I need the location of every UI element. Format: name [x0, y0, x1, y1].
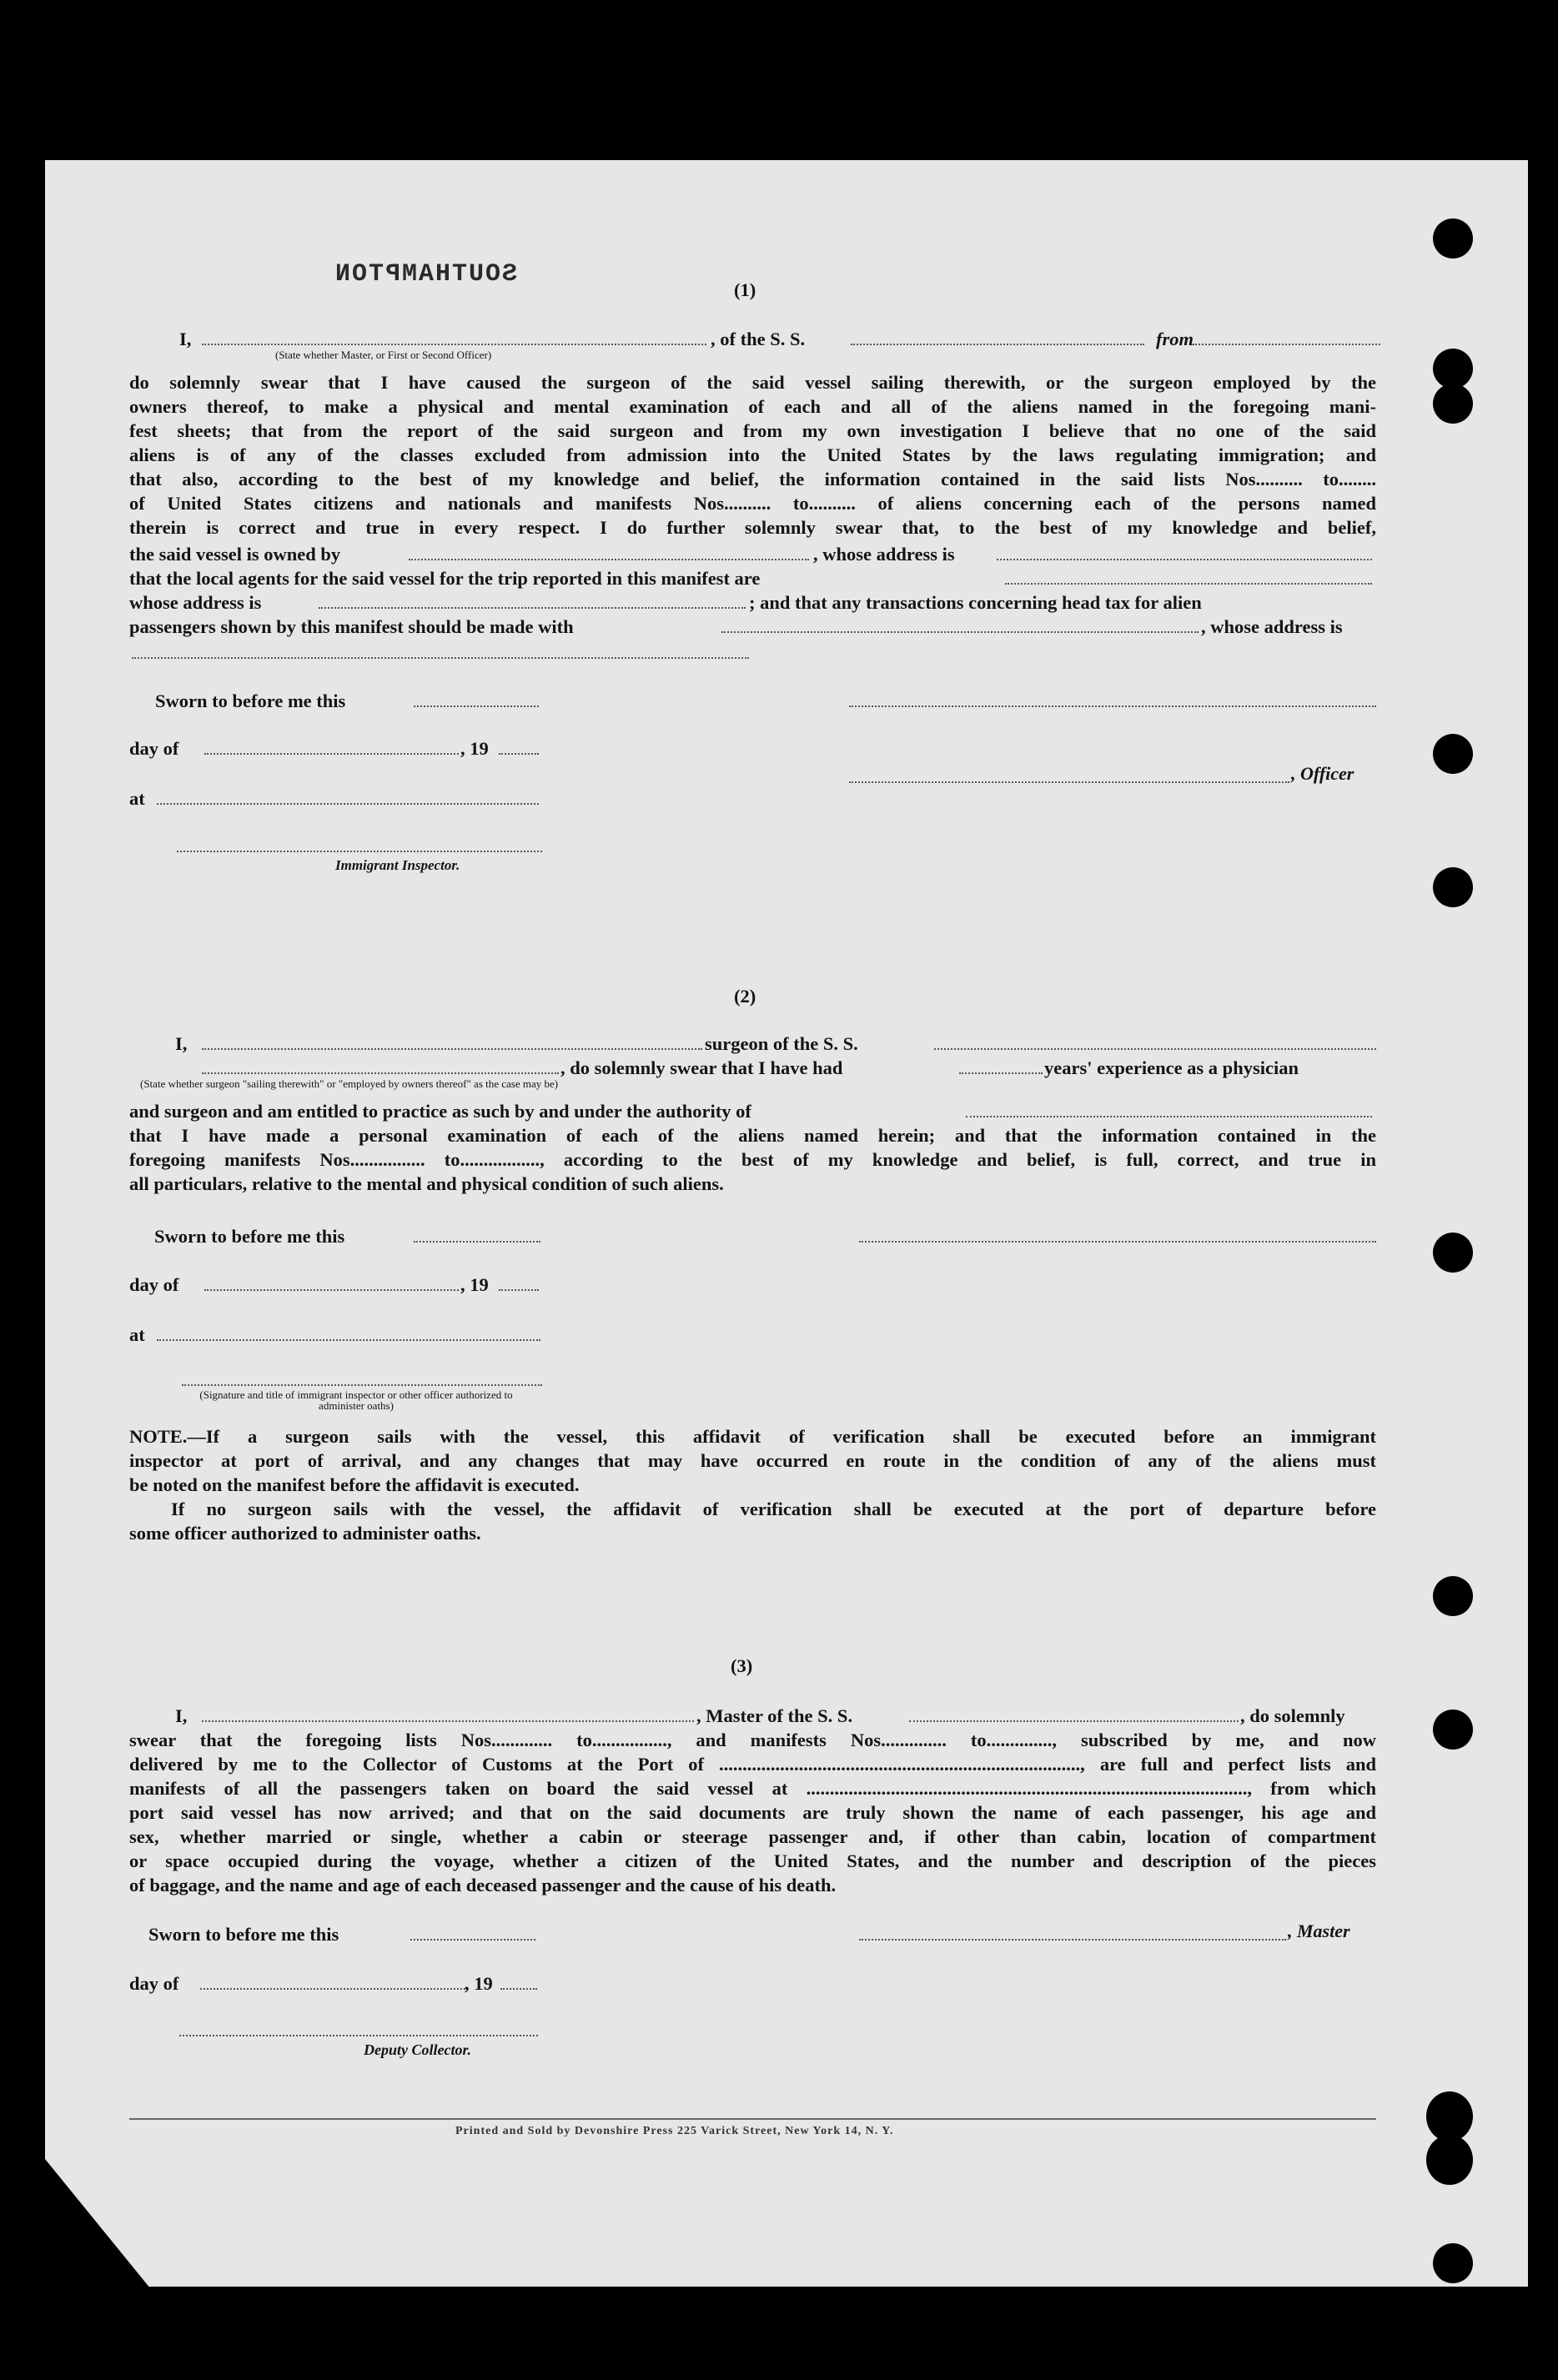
month-field[interactable] — [204, 753, 459, 755]
whose-address-is-label: whose address is — [129, 592, 262, 613]
head-tax-text: ; and that any transactions concerning head tax for alien — [749, 592, 1202, 613]
officer-signature-line-2[interactable] — [182, 1384, 542, 1386]
month-field-3[interactable] — [200, 1988, 465, 1990]
from-label: from — [1156, 329, 1194, 349]
officer-caption: (State whether Master, or First or Second Officer) — [275, 349, 492, 361]
year-field-2[interactable] — [499, 1289, 539, 1291]
sworn-label-3: Sworn to before me this — [148, 1924, 339, 1945]
master-name-field[interactable] — [202, 1720, 694, 1722]
owner-address-field[interactable] — [997, 559, 1372, 560]
do-solemnly-label: , do solemnly — [1240, 1705, 1345, 1726]
binder-hole — [1426, 2091, 1473, 2141]
sworn-label: Sworn to before me this — [155, 690, 346, 711]
surgeon-vessel-field[interactable] — [934, 1048, 1376, 1050]
surgeon-caption: (State whether surgeon "sailing therewith" or "employed by owners thereof" as the case may be) — [140, 1077, 559, 1090]
agents-address-field[interactable] — [319, 607, 746, 609]
binder-hole — [1433, 1233, 1473, 1273]
master-vessel-field[interactable] — [909, 1720, 1239, 1722]
binder-hole — [1433, 218, 1473, 259]
owned-by-label: the said vessel is owned by — [129, 544, 341, 565]
deputy-signature-line[interactable] — [179, 2035, 538, 2036]
binder-hole — [1433, 1710, 1473, 1750]
at-place-field-2[interactable] — [157, 1339, 540, 1341]
day-of-label-3: day of — [129, 1973, 179, 1994]
surgeon-of-ss-label: surgeon of the S. S. — [705, 1033, 858, 1054]
binder-hole — [1433, 2243, 1473, 2283]
local-agents-field[interactable] — [1005, 583, 1372, 585]
officer-label: , Officer — [1291, 763, 1354, 784]
year-label: , 19 — [460, 738, 489, 759]
oath-officer-line: I, — [179, 329, 192, 349]
printer-imprint: Printed and Sold by Devonshire Press 225 Varick Street, New York 14, N. Y. — [455, 2125, 894, 2137]
master-i-label: I, — [175, 1705, 188, 1726]
footer-rule — [129, 2118, 1376, 2120]
deputy-caption: Deputy Collector. — [364, 2041, 471, 2058]
master-label: , Master — [1288, 1921, 1350, 1941]
signature-caption: (Signature and title of immigrant inspector or other officer authorized to administer oaths) — [199, 1388, 513, 1412]
from-port-field[interactable] — [1193, 344, 1380, 345]
section-number: (1) — [734, 279, 756, 300]
surgeon-name-field[interactable] — [202, 1048, 702, 1050]
head-tax-agent-field[interactable] — [721, 631, 1199, 633]
section-number: (3) — [731, 1655, 753, 1676]
binder-hole — [1433, 349, 1473, 389]
surgeon-signature-line[interactable] — [859, 1241, 1376, 1243]
binder-hole — [1433, 384, 1473, 424]
years-experience-label: years' experience as a physician — [1044, 1057, 1299, 1078]
inspector-caption: Immigrant Inspector. — [335, 857, 460, 873]
master-of-ss-label: , Master of the S. S. — [696, 1705, 853, 1726]
officer-signature-line[interactable] — [849, 705, 1376, 707]
at-label: at — [129, 788, 145, 809]
year-field[interactable] — [499, 753, 539, 755]
sworn-day-field-2[interactable] — [414, 1241, 540, 1243]
of-ss-label: , of the S. S. — [711, 329, 806, 349]
surgeon-i-label: I, — [175, 1033, 188, 1054]
years-experience-field[interactable] — [959, 1072, 1043, 1074]
section-number: (2) — [734, 986, 756, 1007]
sworn-day-field-3[interactable] — [410, 1939, 535, 1941]
year-field-3[interactable] — [500, 1988, 537, 1990]
binder-hole — [1433, 1576, 1473, 1616]
sworn-day-field[interactable] — [414, 705, 539, 707]
year-label-3: , 19 — [465, 1973, 493, 1994]
binder-hole — [1433, 734, 1473, 774]
section1-body: do solemnly swear that I have caused the surgeon of the said vessel sailing therewith, or the surgeon employed by the owners thereof, to make a physical and mental examination of each and all of the aliens named in the foregoing mani- fest sheets; that from the report of the said surgeon and from my own investigation I believe that no one of the said aliens is of any of the classes excluded from admission into the United States by the laws regulating immigration; and that also, according to the best of my knowledge and belief, the information contained in the said lists Nos.......... to........ of United States citizens and nationals and manifests Nos.......... to.......... of aliens concerning each of the persons named therein is correct and true in every respect. I do further solemnly swear that, to the best of my knowledge and belief, — [129, 372, 1376, 538]
passengers-text: passengers shown by this manifest should be made with — [129, 616, 574, 637]
binder-hole — [1426, 2135, 1473, 2185]
inspector-signature-line[interactable] — [177, 851, 542, 852]
day-of-label-2: day of — [129, 1274, 179, 1295]
bleed-through-stamp: SOUTHAMPTON — [334, 260, 518, 289]
owner-field[interactable] — [409, 559, 809, 560]
note-block: NOTE.—If a surgeon sails with the vessel, this affidavit of verification shall be executed before an immigrant inspector at port of arrival, and any changes that may have occurred en route in the condition of any of the aliens must be noted on the manifest before the affidavit is executed. If no surgeon sails with the vessel, the affidavit of verification shall be executed at the port of departure before some officer authorized to administer oaths. — [129, 1426, 1376, 1544]
year-label-2: , 19 — [460, 1274, 489, 1295]
binder-hole — [1433, 867, 1473, 907]
sworn-label-2: Sworn to before me this — [154, 1226, 345, 1247]
local-agents-label: that the local agents for the said vessel for the trip reported in this manifest are — [129, 568, 761, 589]
at-label-2: at — [129, 1324, 145, 1345]
vessel-name-field[interactable] — [851, 344, 1144, 345]
whose-address-is-label-2: , whose address is — [1201, 616, 1343, 637]
whose-address-label: , whose address is — [813, 544, 955, 565]
officer-signature-field[interactable] — [849, 781, 1289, 783]
at-place-field[interactable] — [157, 803, 539, 805]
section3-body: swear that the foregoing lists Nos............. to................, and manifests Nos.............. to.............., subscribed by me, and now delivered by me to the Collector of Customs at the Port of ............................................................................., are full and perfect lists and manifests of all the passengers taken on board the said vessel at .............................................................................................., from which port said vessel has now arrived; and that on the said documents are truly shown the name of each passenger, his age and sex, whether married or single, whether a cabin or steerage passenger and, if other than cabin, location of compartment or space occupied during the voyage, whether a citizen of the United States, and the number and description of the pieces of baggage, and the name and age of each deceased passenger and the cause of his death. — [129, 1730, 1376, 1895]
name-field[interactable] — [202, 344, 706, 345]
section2-body: that I have made a personal examination of each of the aliens named herein; and that the information contained in the foregoing manifests Nos................ to................., according to the best of my knowledge and belief, is full, correct, and true in all particulars, relative to the mental and physical condition of such aliens. — [129, 1125, 1376, 1194]
head-tax-address-field[interactable] — [132, 657, 749, 659]
surgeon-status-field[interactable] — [202, 1072, 559, 1074]
master-signature-field[interactable] — [859, 1939, 1286, 1941]
authority-label: and surgeon and am entitled to practice as such by and under the authority of — [129, 1101, 751, 1122]
solemnly-swear-label: , do solemnly swear that I have had — [560, 1057, 843, 1078]
month-field-2[interactable] — [204, 1289, 459, 1291]
day-of-label: day of — [129, 738, 179, 759]
authority-field[interactable] — [966, 1116, 1372, 1117]
